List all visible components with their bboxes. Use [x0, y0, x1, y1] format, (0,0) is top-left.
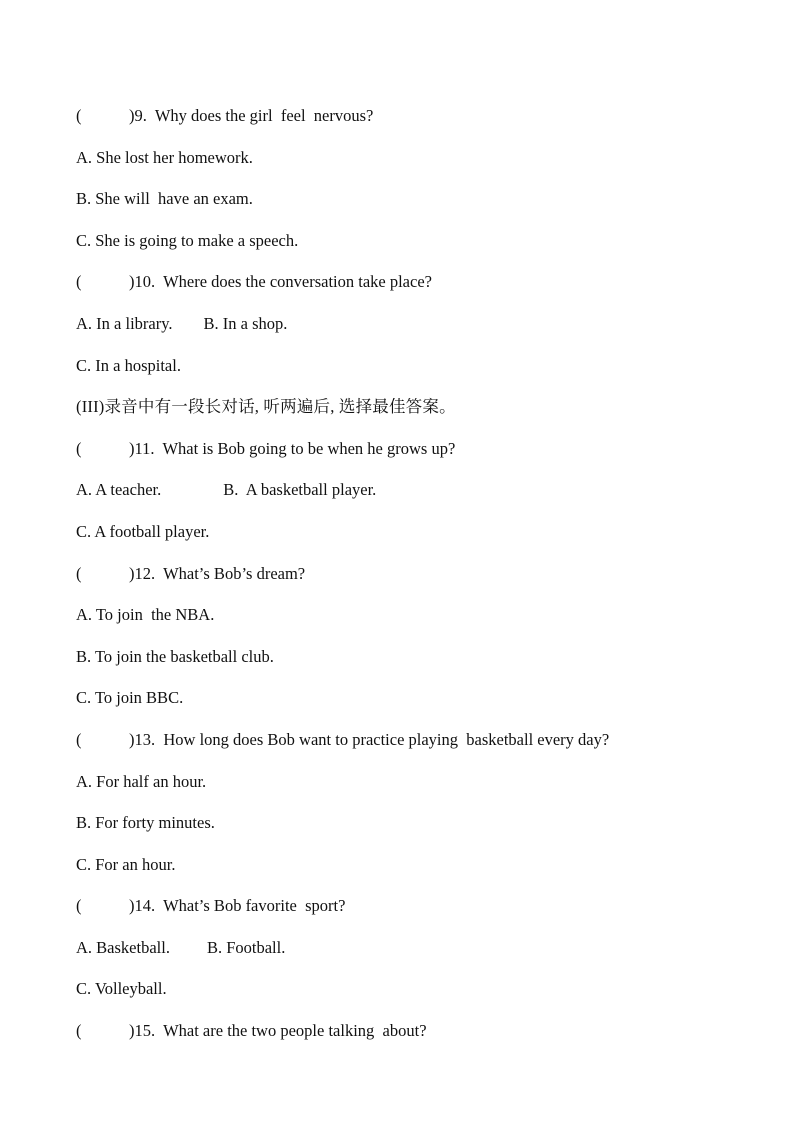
answer-paren: ( [76, 729, 82, 749]
worksheet [76, 104, 736, 1061]
answer-paren: ( [76, 1021, 82, 1041]
option-line [76, 645, 736, 687]
answer-option: B. Football. [206, 937, 286, 957]
answer-option: B. To join the basketball club. [76, 646, 274, 666]
option-line [76, 936, 736, 978]
answer-option: B. A basketball player. [223, 480, 377, 500]
answer-paren: ( [76, 106, 82, 125]
answer-option: B. She will have an exam. [76, 189, 253, 209]
option-line [76, 312, 736, 354]
option-line [76, 603, 736, 645]
answer-paren: ( [76, 272, 82, 292]
question-line [76, 1019, 736, 1061]
answer-option: A. Basketball. [76, 937, 170, 957]
question-text: )13. How long does Bob want to practice playing basketball every day? [129, 729, 610, 749]
answer-option: C. In a hospital. [76, 355, 181, 375]
answer-option: B. In a shop. [203, 313, 288, 333]
option-line [76, 354, 736, 396]
question-text: )14. What’s Bob favorite sport? [129, 896, 346, 916]
answer-option: B. For forty minutes. [76, 813, 215, 833]
option-line [76, 187, 736, 229]
option-line [76, 811, 736, 853]
answer-option: C. A football player. [76, 521, 210, 541]
answer-option: C. To join BBC. [76, 688, 184, 708]
question-line [76, 437, 736, 479]
question-line [76, 270, 736, 312]
answer-option: A. To join the NBA. [76, 605, 215, 625]
option-line [76, 977, 736, 1019]
answer-option: A. In a library. [76, 313, 173, 333]
question-line [76, 728, 736, 770]
section-heading: (III)录音中有一段长对话, 听两遍后, 选择最佳答案。 [76, 397, 456, 417]
answer-option: C. She is going to make a speech. [76, 230, 299, 250]
question-text: )15. What are the two people talking about? [129, 1021, 427, 1041]
option-line [76, 520, 736, 562]
option-line [76, 478, 736, 520]
answer-option: C. Volleyball. [76, 979, 167, 999]
option-line [76, 853, 736, 895]
answer-option: A. A teacher. [76, 480, 162, 500]
answer-paren: ( [76, 438, 82, 458]
answer-paren: ( [76, 896, 82, 916]
question-line [76, 104, 736, 146]
option-line [76, 686, 736, 728]
option-line [76, 146, 736, 188]
option-line [76, 229, 736, 271]
question-line [76, 894, 736, 936]
answer-option: C. For an hour. [76, 854, 176, 874]
answer-option: A. For half an hour. [76, 771, 207, 791]
answer-option: A. She lost her homework. [76, 147, 253, 167]
question-text: )11. What is Bob going to be when he grows up? [129, 438, 456, 458]
answer-paren: ( [76, 563, 82, 583]
option-line [76, 770, 736, 812]
question-text: )10. Where does the conversation take place? [129, 272, 432, 292]
question-line [76, 562, 736, 604]
question-text: )12. What’s Bob’s dream? [129, 563, 306, 583]
question-text: )9. Why does the girl feel nervous? [129, 106, 374, 125]
